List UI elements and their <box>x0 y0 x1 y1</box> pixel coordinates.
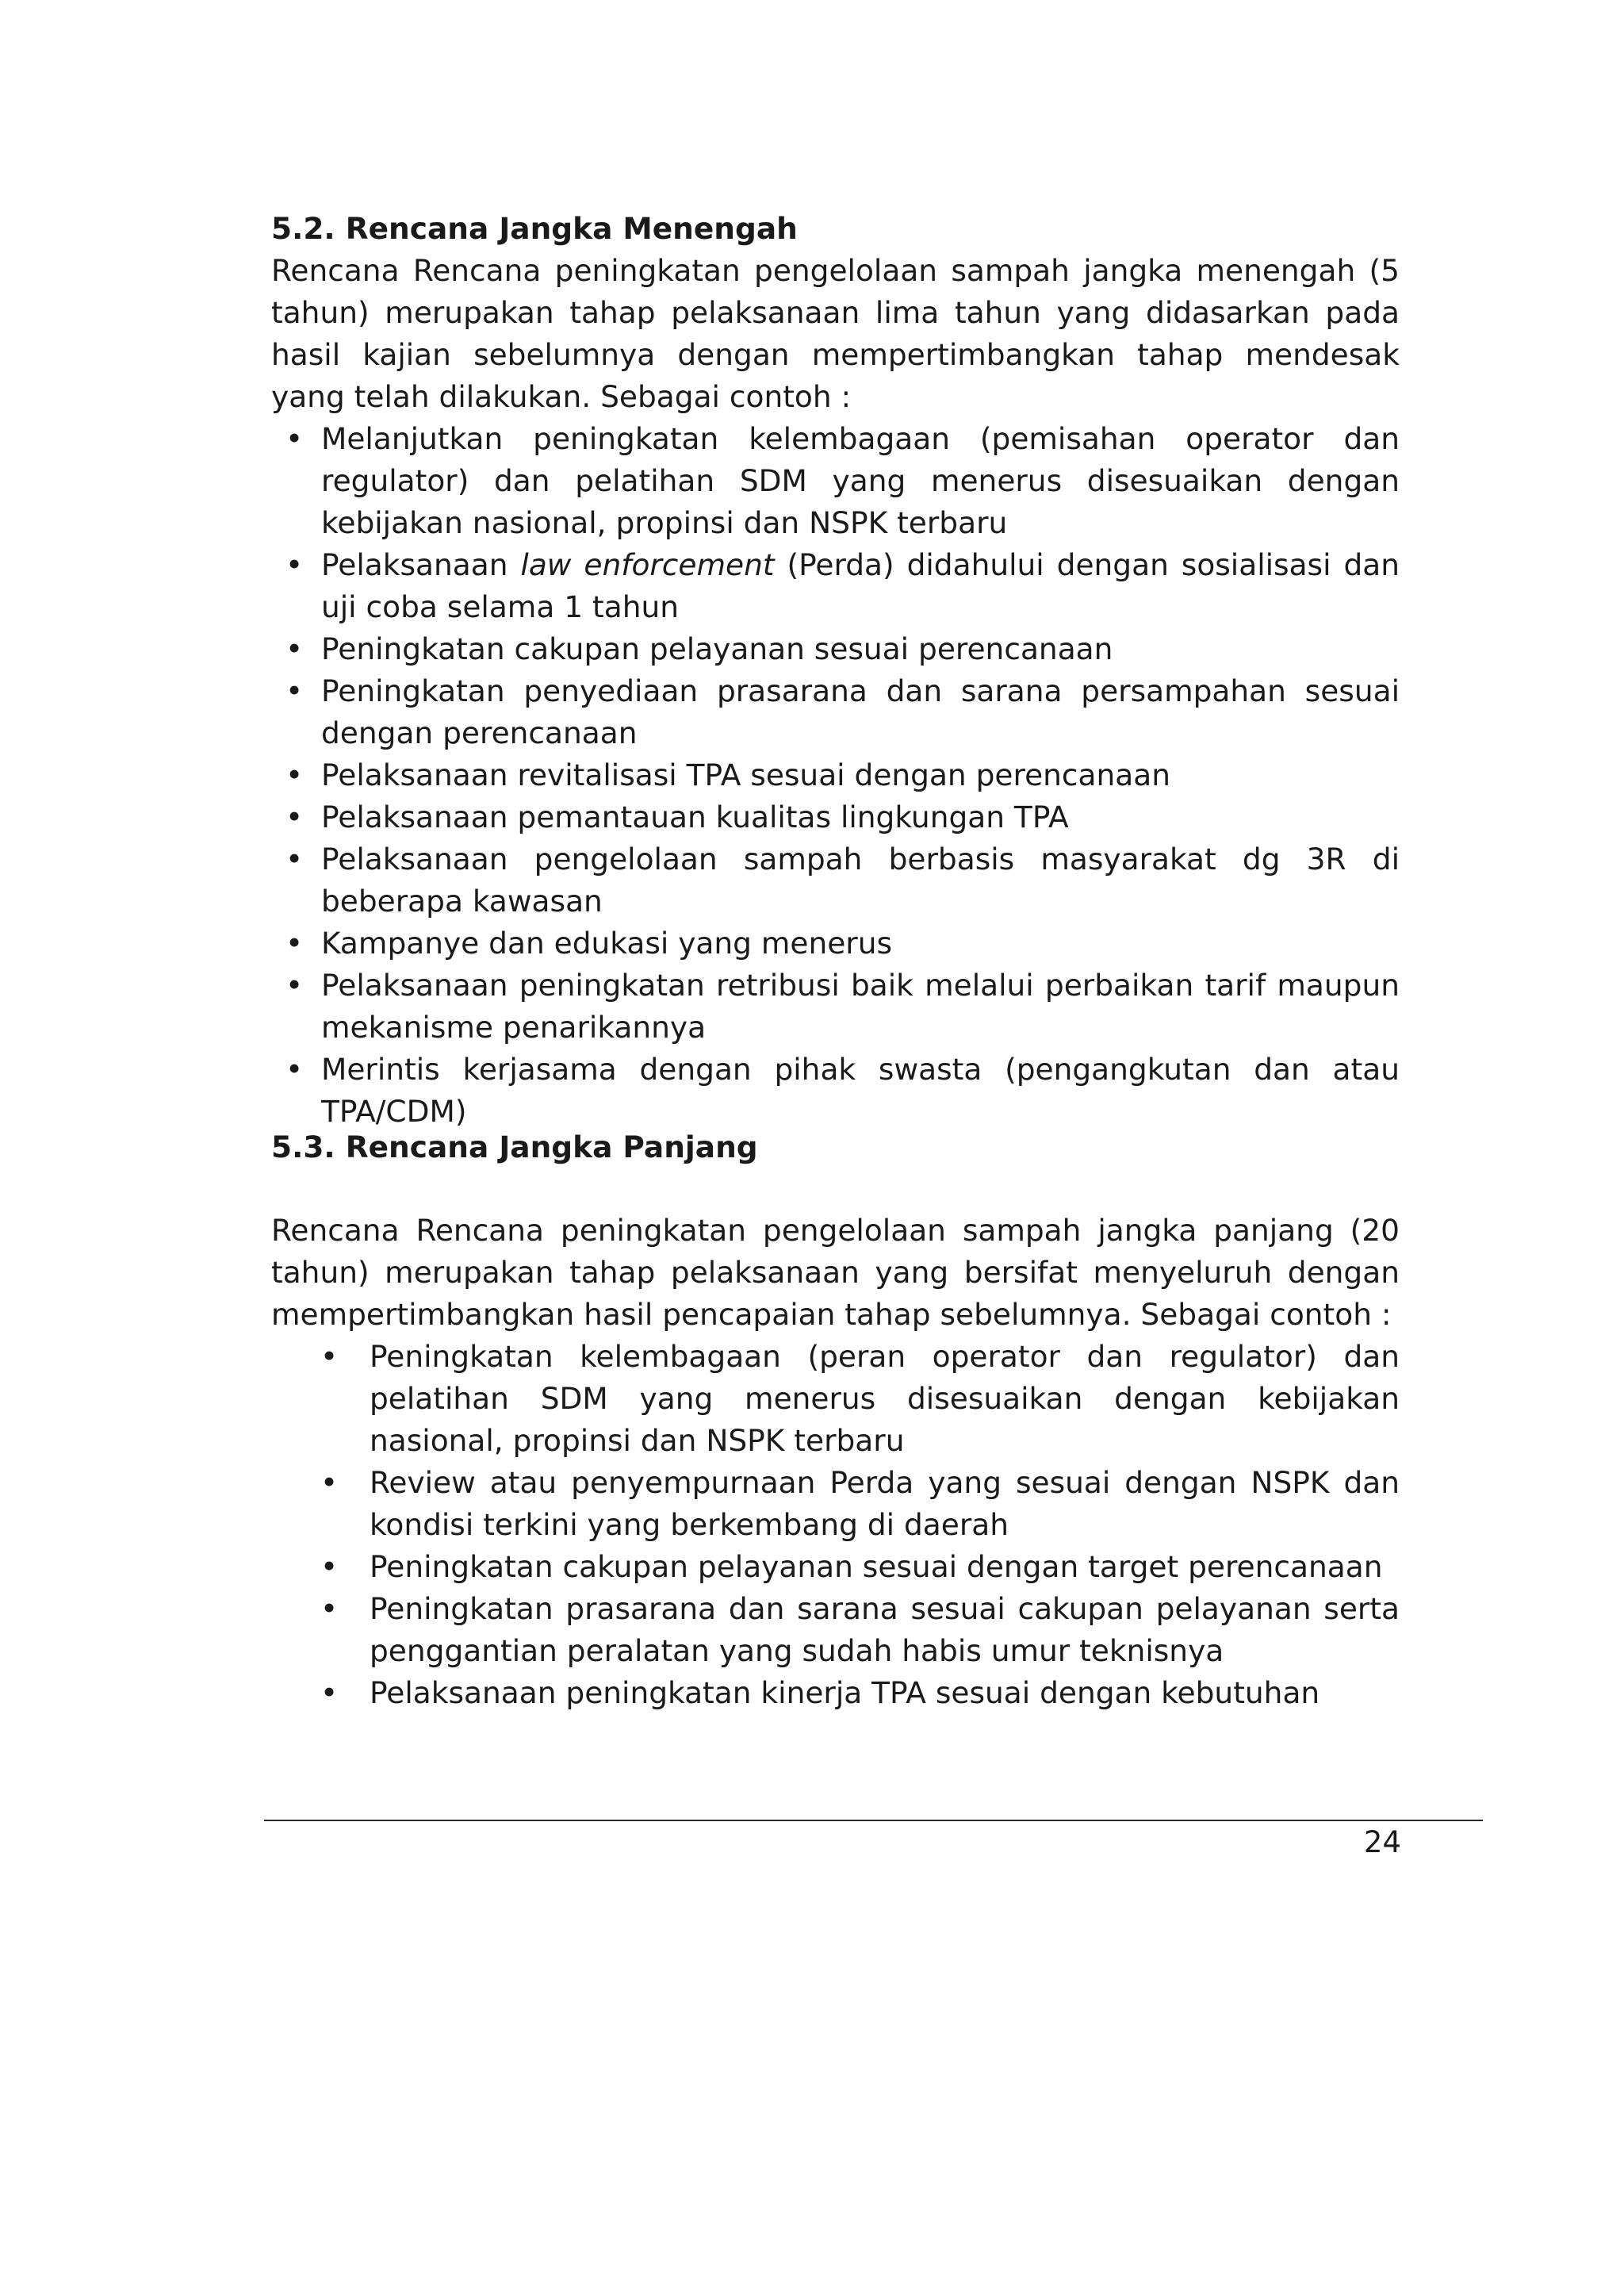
section-5-3 <box>271 1126 1400 1168</box>
bullet-icon: • <box>320 1675 339 1710</box>
list-item <box>271 965 1400 1049</box>
section-intro-paragraph: Rencana Rencana peningkatan pengelolaan sampah jangka panjang (20 tahun) merupakan tahap pelaksanaan yang bersifat menyeluruh dengan mempertimbangkan hasil pencapaian tahap sebelumnya. Sebagai contoh : <box>271 1213 1400 1332</box>
list-item <box>271 418 1400 544</box>
bullet-icon: • <box>320 1339 339 1374</box>
list-item <box>271 838 1400 923</box>
bullet-icon: • <box>285 673 304 708</box>
list-item-text: Peningkatan penyediaan prasarana dan sarana persampahan sesuai dengan perencanaan <box>321 673 1400 750</box>
bullet-icon: • <box>285 968 304 1003</box>
bullet-icon: • <box>320 1549 339 1584</box>
bullet-icon: • <box>320 1465 339 1500</box>
bullet-icon: • <box>285 1052 304 1087</box>
list-item-text: Pelaksanaan peningkatan retribusi baik melalui perbaikan tarif maupun mekanisme penarikannya <box>321 968 1400 1045</box>
list-item <box>271 754 1400 796</box>
bullet-list-medium-term <box>271 418 1400 1133</box>
section-intro-paragraph: Rencana Rencana peningkatan pengelolaan sampah jangka menengah (5 tahun) merupakan tahap pelaksanaan lima tahun yang didasarkan pada hasil kajian sebelumnya dengan mempertimbangkan tahap mendesak yang telah dilakukan. Sebagai contoh : <box>271 253 1400 414</box>
bullet-icon: • <box>285 842 304 876</box>
list-item <box>271 1672 1400 1714</box>
list-item <box>271 1588 1400 1672</box>
list-item <box>271 796 1400 838</box>
list-item <box>271 1546 1400 1588</box>
list-item-text: Peningkatan cakupan pelayanan sesuai perencanaan <box>321 631 1113 666</box>
list-item <box>271 1462 1400 1546</box>
list-item <box>271 1049 1400 1133</box>
list-item <box>271 923 1400 965</box>
list-item-text: Pelaksanaan revitalisasi TPA sesuai dengan perencanaan <box>321 758 1171 792</box>
page-number: 24 <box>1363 1825 1401 1859</box>
bullet-icon: • <box>285 800 304 834</box>
section-heading: 5.2. Rencana Jangka Menengah <box>271 211 798 246</box>
list-item-text: Pelaksanaan peningkatan kinerja TPA sesuai dengan kebutuhan <box>370 1675 1320 1710</box>
list-item-text: Pelaksanaan pengelolaan sampah berbasis masyarakat dg 3R di beberapa kawasan <box>321 842 1400 919</box>
bullet-icon: • <box>320 1591 339 1626</box>
list-item-text: Kampanye dan edukasi yang menerus <box>321 926 893 961</box>
bullet-icon: • <box>285 547 304 582</box>
list-item-text-emphasis: law enforcement <box>520 547 775 582</box>
list-item <box>271 1336 1400 1462</box>
bullet-icon: • <box>285 631 304 666</box>
list-item-text-prefix: Pelaksanaan <box>321 547 521 582</box>
list-item <box>271 628 1400 670</box>
section-5-3-body <box>271 1210 1400 1714</box>
list-item-text: Peningkatan cakupan pelayanan sesuai dengan target perencanaan <box>370 1549 1383 1584</box>
list-item-text: Peningkatan kelembagaan (peran operator dan regulator) dan pelatihan SDM yang menerus disesuaikan dengan kebijakan nasional, propinsi dan NSPK terbaru <box>370 1339 1400 1458</box>
list-item-text: Review atau penyempurnaan Perda yang sesuai dengan NSPK dan kondisi terkini yang berkembang di daerah <box>370 1465 1400 1542</box>
footer-divider <box>264 1820 1483 1821</box>
list-item <box>271 544 1400 628</box>
bullet-list-long-term <box>271 1336 1400 1714</box>
list-item-text: Merintis kerjasama dengan pihak swasta (pengangkutan dan atau TPA/CDM) <box>321 1052 1400 1129</box>
bullet-icon: • <box>285 758 304 792</box>
bullet-icon: • <box>285 421 304 456</box>
list-item-text: Melanjutkan peningkatan kelembagaan (pemisahan operator dan regulator) dan pelatihan SDM yang menerus disesuaikan dengan kebijakan nasional, propinsi dan NSPK terbaru <box>321 421 1400 540</box>
bullet-icon: • <box>285 926 304 961</box>
section-heading: 5.3. Rencana Jangka Panjang <box>271 1130 758 1164</box>
list-item-text-suffix: (Perda) didahului dengan sosialisasi dan uji coba selama 1 tahun <box>321 547 1400 624</box>
section-5-2 <box>271 208 1400 1133</box>
list-item-text: Pelaksanaan pemantauan kualitas lingkungan TPA <box>321 800 1069 834</box>
list-item <box>271 670 1400 754</box>
list-item-text: Peningkatan prasarana dan sarana sesuai cakupan pelayanan serta penggantian peralatan yang sudah habis umur teknisnya <box>370 1591 1400 1668</box>
